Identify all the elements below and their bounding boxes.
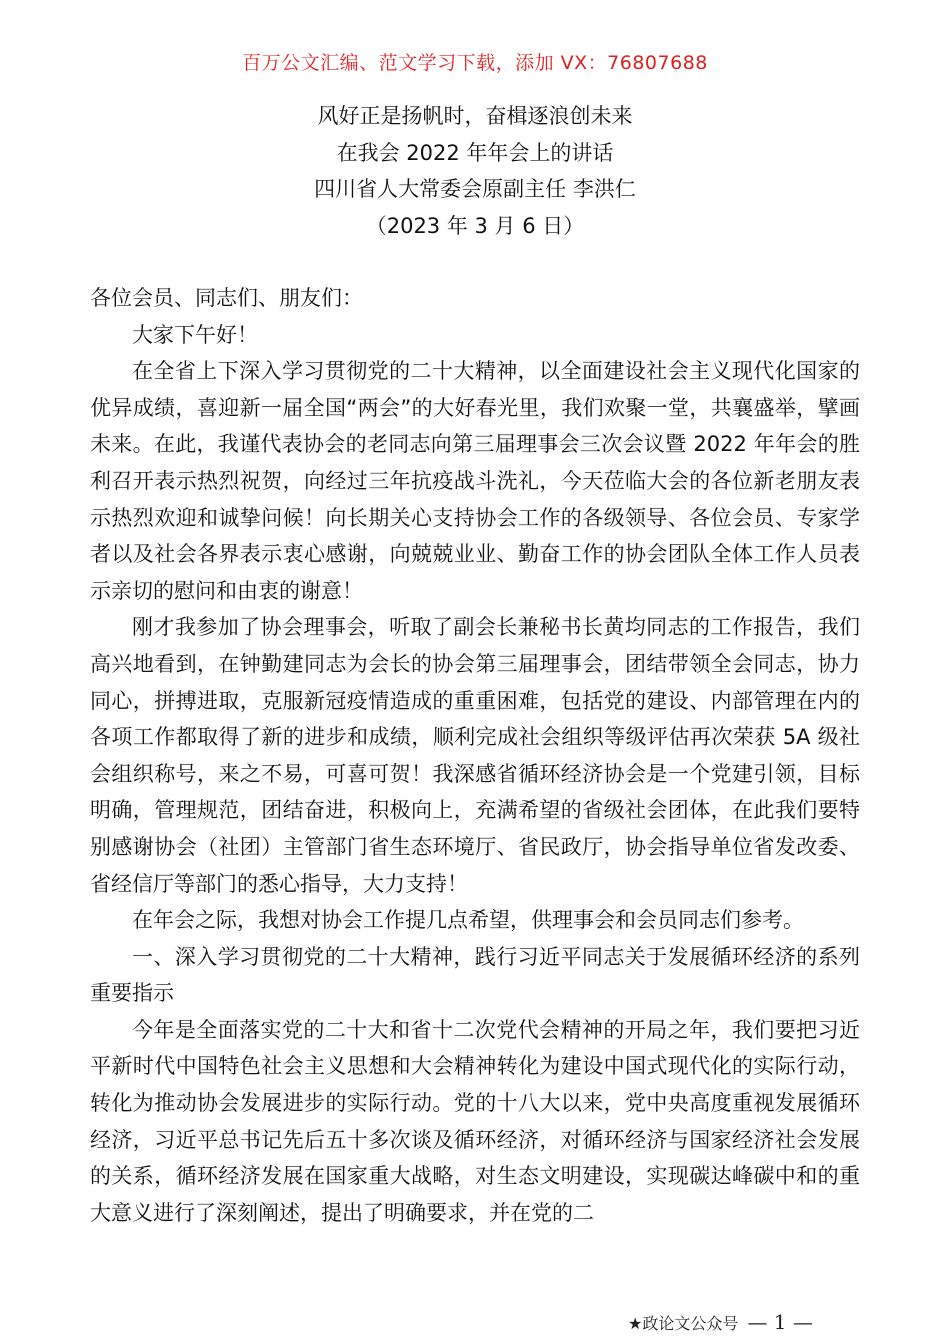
speaker-line: 四川省人大常委会原副主任 李洪仁 — [314, 177, 636, 201]
paragraph: 大家下午好！ — [132, 322, 258, 347]
document-title: 风好正是扬帆时，奋楫逐浪创未来 — [317, 104, 633, 128]
paragraph: 在年会之际，我想对协会工作提几点希望，供理事会和会员同志们参考。 — [132, 908, 804, 933]
document-subtitle: 在我会 2022 年年会上的讲话 — [336, 140, 614, 165]
page-number: — 1 — — [747, 1310, 813, 1334]
paragraph: 在全省上下深入学习贯彻党的二十大精神，以全面建设社会主义现代化国家的优异成绩，喜迎新一届全国“两会”的大好春光里，我们欢聚一堂，共襄盛举，擘画未来。在此，我谨代表协会的老同志向第三届理事会三次会议暨 2022 年年会的胜利召开表示热烈祝贺，向经过三年抗疫战斗洗礼，今天莅临大会的各位新老朋友表示热烈欢迎和诚挚问候！向长期关心支持协会工作的各级领导、各位会员、专家学者以及社会各界表示衷心感谢，向兢兢业业、勤奋工作的协会团队全体工作人员表示亲切的慰问和由衷的谢意！ — [90, 359, 860, 603]
footer-label: ★政论文公众号 — [628, 1314, 739, 1333]
watermark-banner: 百万公文汇编、范文学习下载，添加 VX：76807688 — [242, 52, 708, 74]
page-footer — [628, 1310, 813, 1334]
document-body — [90, 280, 860, 1231]
salutation: 各位会员、同志们、朋友们： — [90, 286, 363, 310]
paragraph: 今年是全面落实党的二十大和省十二次党代会精神的开局之年，我们要把习近平新时代中国特色社会主义思想和大会精神转化为建设中国式现代化的实际行动，转化为推动协会发展进步的实际行动。党的十八大以来，党中央高度重视发展循环经济，习近平总书记先后五十多次谈及循环经济，对循环经济与国家经济社会发展的关系，循环经济发展在国家重大战略，对生态文明建设，实现碳达峰碳中和的重大意义进行了深刻阐述，提出了明确要求，并在党的二 — [90, 1017, 860, 1225]
section-heading: 一、深入学习贯彻党的二十大精神，践行习近平同志关于发展循环经济的系列重要指示 — [90, 944, 860, 1006]
title-block — [0, 98, 950, 244]
paragraph: 刚才我参加了协会理事会，听取了副会长兼秘书长黄均同志的工作报告，我们高兴地看到，在钟勤建同志为会长的协会第三届理事会，团结带领全会同志，协力同心，拼搏进取，克服新冠疫情造成的重重困难，包括党的建设、内部管理在内的各项工作都取得了新的进步和成绩，顺利完成社会组织等级评估再次荣获 5A 级社会组织称号，来之不易，可喜可贺！我深感省循环经济协会是一个党建引领，目标明确，管理规范，团结奋进，积极向上，充满希望的省级社会团体，在此我们要特别感谢协会（社团）主管部门省生态环境厅、省民政厅，协会指导单位省发改委、省经信厅等部门的悉心指导，大力支持！ — [90, 615, 860, 896]
date-line: （2023 年 3 月 6 日） — [365, 213, 585, 238]
